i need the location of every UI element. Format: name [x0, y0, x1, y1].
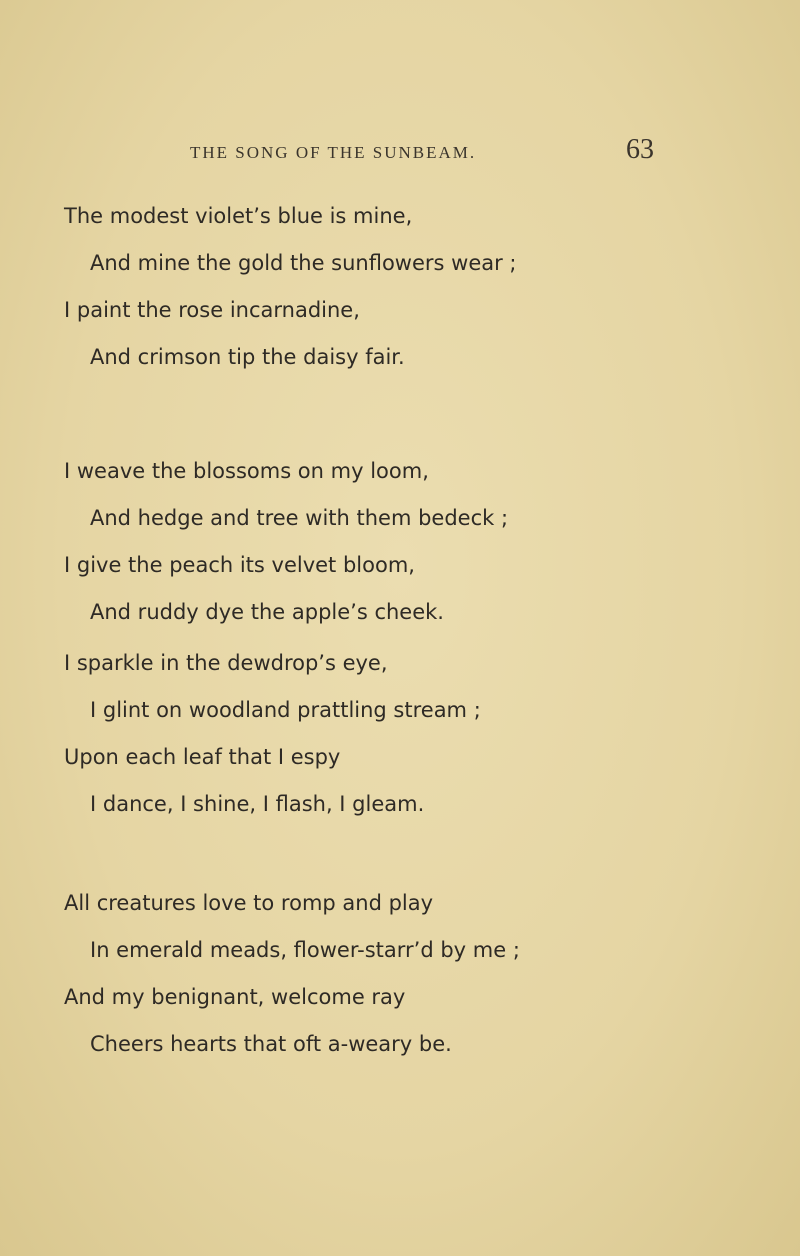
poem-line: I give the peach its velvet bloom, — [64, 553, 415, 577]
poem-line: I weave the blossoms on my loom, — [64, 459, 429, 483]
poem-line: Upon each leaf that I espy — [64, 745, 341, 769]
poem-line: And crimson tip the daisy fair. — [90, 345, 405, 369]
running-head-title: THE SONG OF THE SUNBEAM. — [190, 143, 477, 162]
page-number: 63 — [626, 134, 654, 165]
poem-line: All creatures love to romp and play — [64, 891, 434, 915]
poem-line: In emerald meads, flower-starr’d by me ; — [90, 938, 520, 962]
poem-line: And my benignant, welcome ray — [64, 985, 406, 1009]
poem-line: And mine the gold the sunflowers wear ; — [90, 251, 517, 275]
poem-line: I sparkle in the dewdrop’s eye, — [64, 651, 388, 675]
poem-line: Cheers hearts that oft a-weary be. — [90, 1032, 452, 1056]
stanza-3 — [64, 640, 764, 828]
stanza-2 — [64, 448, 764, 636]
poem-line: And ruddy dye the apple’s cheek. — [90, 600, 444, 624]
poem-line: I glint on woodland prattling stream ; — [90, 698, 481, 722]
stanza-4 — [64, 880, 764, 1068]
poem-line: I paint the rose incarnadine, — [64, 298, 360, 322]
poem-line: I dance, I shine, I flash, I gleam. — [90, 792, 425, 816]
poem-line: The modest violet’s blue is mine, — [64, 204, 413, 228]
poem-line: And hedge and tree with them bedeck ; — [90, 506, 509, 530]
stanza-1 — [64, 193, 764, 381]
